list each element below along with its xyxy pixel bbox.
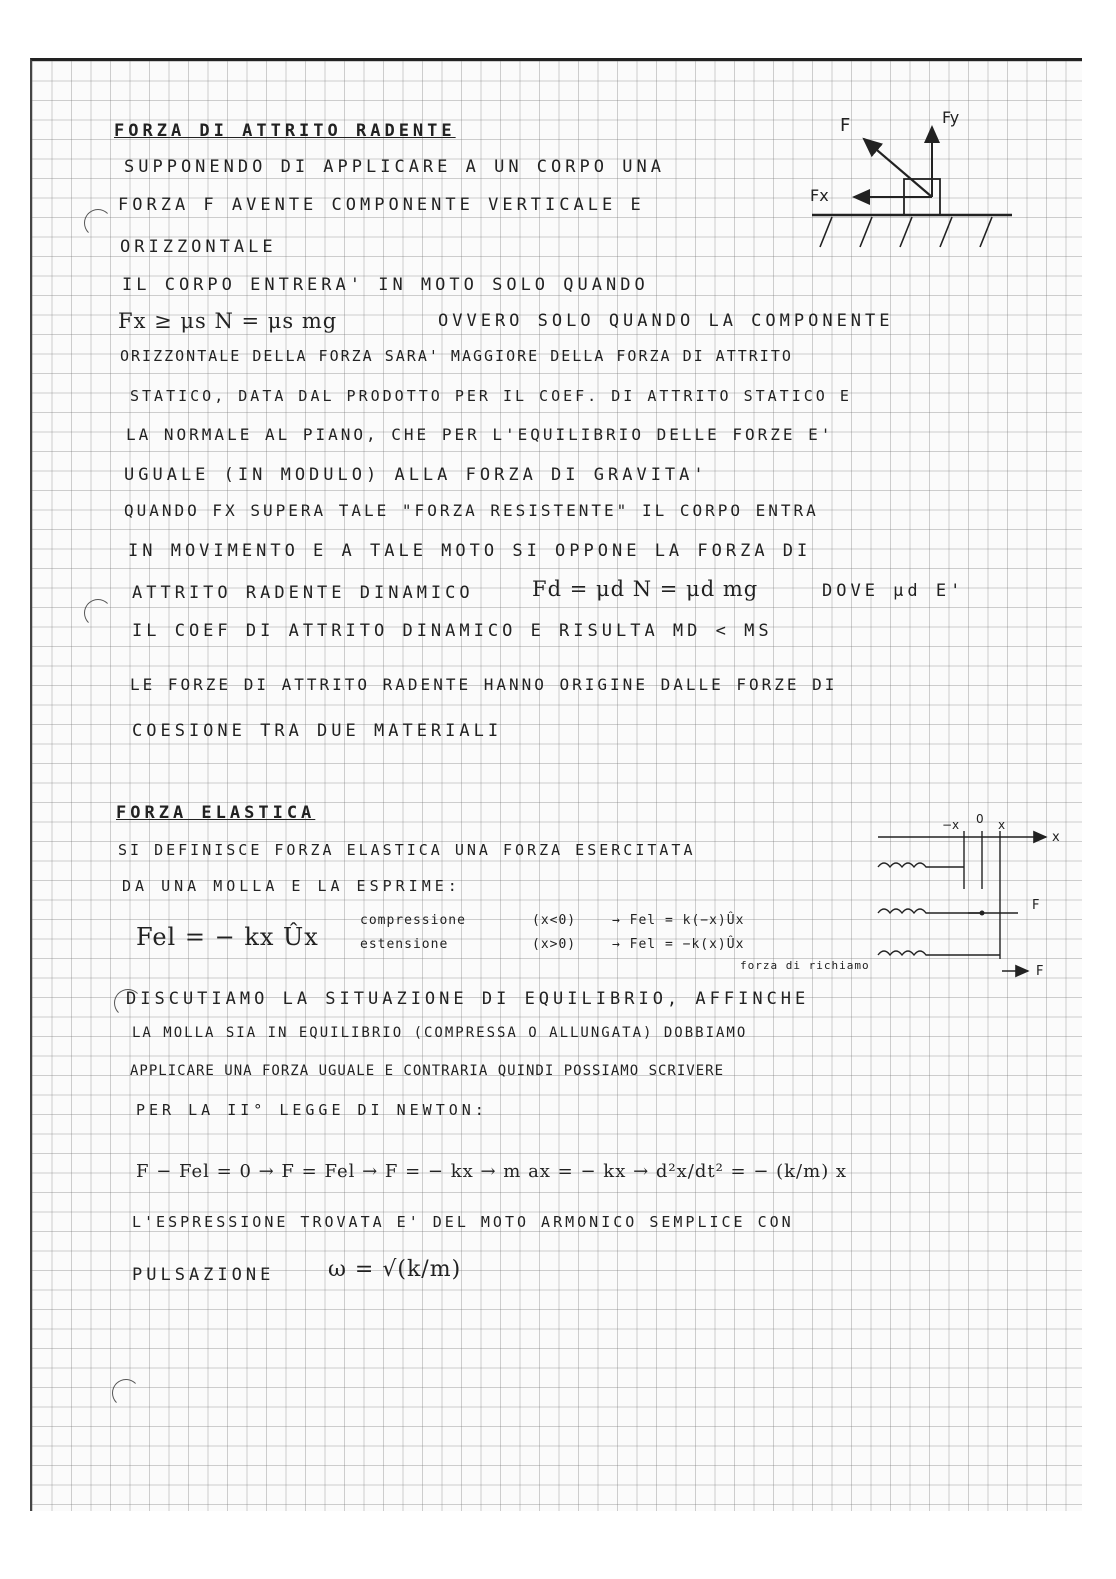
recall-note: forza di richiamo: [740, 959, 870, 972]
formula-dynamic-friction: Fd = μd N = μd mg: [532, 577, 759, 601]
text-line: IL COEF DI ATTRITO DINAMICO E RISULTA ΜD < ΜS: [132, 621, 773, 641]
notebook-page: [30, 58, 1082, 1511]
label-f-spring: F: [1032, 898, 1040, 913]
text-line: UGUALE (IN MODULO) ALLA FORZA DI GRAVITA': [124, 465, 708, 485]
label-axis-x: x: [1052, 830, 1060, 845]
section-title-elastica: FORZA ELASTICA: [116, 803, 316, 823]
case-compression-cond: (x<0): [532, 913, 577, 928]
text-line: IN MOVIMENTO E A TALE MOTO SI OPPONE LA FORZA DI: [128, 541, 812, 561]
text-line: ATTRITO RADENTE DINAMICO: [132, 583, 474, 603]
label-f-bottom: F: [1036, 964, 1044, 979]
text-line: OVVERO SOLO QUANDO LA COMPONENTE: [438, 311, 894, 331]
spring-diagram: [868, 809, 1078, 979]
text-line: PULSAZIONE: [132, 1265, 275, 1285]
label-fx: Fx: [810, 186, 829, 205]
text-line: DISCUTIAMO LA SITUAZIONE DI EQUILIBRIO, AFFINCHE: [126, 989, 810, 1009]
case-compression-result: → Fel = k(−x)Ûx: [612, 913, 745, 928]
text-line: LA NORMALE AL PIANO, CHE PER L'EQUILIBRIO DELLE FORZE E': [126, 425, 834, 444]
text-line: DOVE μd E': [822, 581, 965, 601]
binder-hole: [84, 599, 112, 627]
text-line: SUPPONENDO DI APPLICARE A UN CORPO UNA: [124, 157, 665, 177]
case-extension-cond: (x>0): [532, 937, 577, 952]
case-extension-result: → Fel = −k(x)Ûx: [612, 937, 745, 952]
text-line: APPLICARE UNA FORZA UGUALE E CONTRARIA QUINDI POSSIAMO SCRIVERE: [130, 1063, 725, 1079]
text-line: IL CORPO ENTRERA' IN MOTO SOLO QUANDO: [122, 275, 649, 295]
spring-rest: [878, 909, 982, 913]
text-line: ORIZZONTALE DELLA FORZA SARA' MAGGIORE DELLA FORZA DI ATTRITO: [120, 347, 793, 365]
text-line: COESIONE TRA DUE MATERIALI: [132, 721, 503, 741]
text-line: DA UNA MOLLA E LA ESPRIME:: [122, 877, 461, 895]
case-extension-label: estensione: [360, 937, 449, 952]
spring-compressed: [878, 863, 964, 867]
label-minus-x: −x: [942, 818, 960, 832]
text-line: ORIZZONTALE: [120, 237, 277, 257]
label-f: F: [840, 115, 851, 136]
text-line: QUANDO FX SUPERA TALE "FORZA RESISTENTE" IL CORPO ENTRA: [124, 501, 819, 520]
formula-static-friction: Fx ≥ μs N = μs mg: [118, 309, 338, 333]
text-line: LE FORZE DI ATTRITO RADENTE HANNO ORIGINE DALLE FORZE DI: [130, 675, 838, 694]
force-diagram: [792, 97, 1032, 257]
text-line: FORZA F AVENTE COMPONENTE VERTICALE E: [118, 195, 645, 215]
section-title-attrito: FORZA DI ATTRITO RADENTE: [114, 121, 456, 141]
formula-omega: ω = √(k/m): [328, 1257, 462, 1282]
formula-elastic-force: Fel = − kx Ûx: [136, 923, 319, 951]
equation-chain: F − Fel = 0 → F = Fel → F = − kx → m ax = − kx → d²x/dt² = − (k/m) x: [136, 1161, 848, 1182]
text-line: LA MOLLA SIA IN EQUILIBRIO (COMPRESSA O ALLUNGATA) DOBBIAMO: [132, 1025, 748, 1041]
binder-hole: [84, 209, 112, 237]
text-line: SI DEFINISCE FORZA ELASTICA UNA FORZA ESERCITATA: [118, 841, 696, 859]
text-line: PER LA II° LEGGE DI NEWTON:: [136, 1101, 488, 1119]
text-line: STATICO, DATA DAL PRODOTTO PER IL COEF. DI ATTRITO STATICO E: [130, 387, 852, 405]
binder-hole: [112, 1379, 140, 1407]
text-line: L'ESPRESSIONE TROVATA E' DEL MOTO ARMONICO SEMPLICE CON: [132, 1213, 794, 1231]
case-compression-label: compressione: [360, 913, 466, 928]
label-x: x: [998, 818, 1006, 832]
label-fy: Fy: [942, 108, 960, 127]
spring-extended: [878, 951, 1000, 955]
force-f-arrow: [864, 139, 932, 197]
label-zero: 0: [976, 812, 984, 826]
